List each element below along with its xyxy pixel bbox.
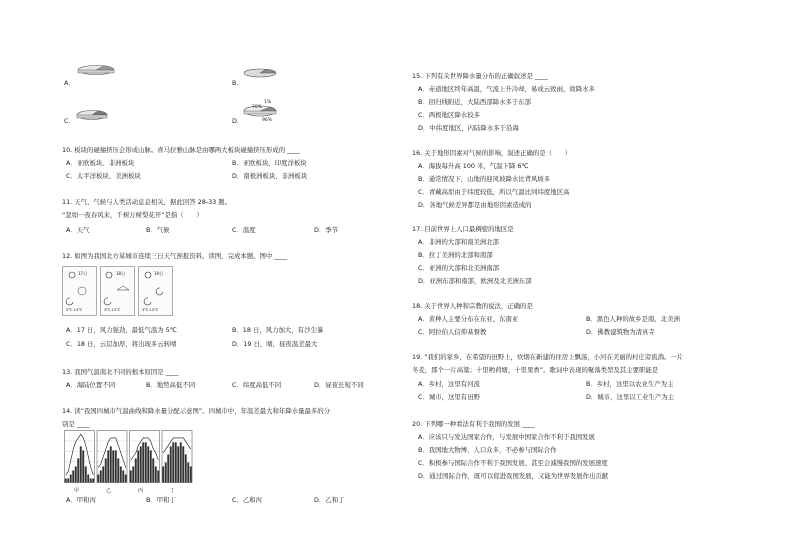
climograph-precip-bar bbox=[102, 466, 104, 482]
climograph-precip-bar bbox=[150, 450, 152, 482]
climograph-precip-bar bbox=[185, 454, 187, 482]
q11-option-c[interactable]: C．温度 bbox=[232, 226, 256, 234]
q10-option-b[interactable]: B．亚欧板块、印度洋板块 bbox=[232, 159, 307, 167]
climograph-precip-bar bbox=[152, 458, 154, 482]
climograph-precip-bar bbox=[77, 458, 79, 482]
q16-option-b[interactable]: B．通常情况下，山地的迎风坡降水比背风坡多 bbox=[418, 175, 551, 183]
climograph-precip-bar bbox=[117, 458, 119, 482]
q16-option-c[interactable]: C．青藏高原由于纬度较低，所以气温比同纬度地区高 bbox=[418, 188, 570, 196]
q10-stem: 10. 板块的碰撞挤压会形成山脉。喜马拉雅山脉是由哪两大板块碰撞挤压形成的 ____ bbox=[62, 146, 300, 154]
climograph-precip-bar bbox=[107, 450, 109, 482]
q19-option-b[interactable]: B．乡村，这里以农业生产为主 bbox=[586, 380, 674, 388]
climograph-precip-bar bbox=[182, 446, 184, 482]
climograph-precip-bar bbox=[155, 466, 157, 482]
climograph-precip-bar bbox=[85, 466, 87, 482]
climograph-precip-bar bbox=[157, 470, 159, 482]
q9-option-c[interactable]: C． bbox=[64, 117, 75, 125]
q15-option-b[interactable]: B．回归线附近，大陆西部降水多于东部 bbox=[418, 98, 532, 106]
q20-stem: 20. 下列哪一种看法有利于我国的发展 ____ bbox=[412, 420, 535, 428]
q10-option-c[interactable]: C．太平洋板块、美洲板块 bbox=[66, 172, 141, 180]
q11-stem: 11. 天气、气候与人类活动息息相关，据此回答 28-33 题。 bbox=[62, 198, 232, 206]
climograph-precip-bar bbox=[142, 442, 144, 482]
climograph-precip-bar bbox=[82, 450, 84, 482]
q13-option-d[interactable]: D．昼夜长短不同 bbox=[314, 381, 364, 389]
q20-option-c[interactable]: C．积极参与国际合作不利于我国发展，甚至会减慢我国的发展速度 bbox=[418, 459, 608, 467]
q13-stem: 13. 我国气温南北不同的根本原因是 ____ bbox=[62, 368, 179, 376]
q10-option-d[interactable]: D．南极洲板块、非洲板块 bbox=[232, 172, 308, 180]
climograph-precip-bar bbox=[187, 462, 189, 482]
q17-option-a[interactable]: A．非洲的大部和南美洲北部 bbox=[418, 238, 500, 246]
q18-stem: 18. 关于世界人种和宗教的说法，正确的是 bbox=[412, 302, 533, 310]
q9-figure-d-label1: 1% bbox=[264, 100, 272, 105]
q18-option-a[interactable]: A．黄种人主要分布在东亚、东南亚 bbox=[418, 315, 519, 323]
weather-card-18-temp: 3℃-15℃ bbox=[104, 308, 121, 312]
climograph-precip-bar bbox=[120, 466, 122, 482]
climograph-precip-bar bbox=[92, 478, 94, 482]
q12-option-d[interactable]: D．19 日，晴，昼夜温差最大 bbox=[232, 340, 318, 348]
q14-stem: 14. 读“我国四城市气温曲线和降水量分配示意图”。四城市中，年温差最大和年降水量最多的分 bbox=[62, 407, 331, 415]
q11-option-d[interactable]: D．季节 bbox=[314, 226, 339, 234]
q18-option-d[interactable]: D．佛教建筑物为清真寺 bbox=[586, 328, 655, 336]
climograph-precip-bar bbox=[137, 450, 139, 482]
q15-option-a[interactable]: A．赤道地区终年高温，气流上升冷却，易成云致雨，故降水多 bbox=[418, 85, 595, 93]
climograph-precip-bar bbox=[145, 442, 147, 482]
q13-option-b[interactable]: B．地势高低不同 bbox=[146, 381, 196, 389]
q15-stem: 15. 下列有关世界降水量分布的正确叙述是 ____ bbox=[412, 72, 548, 80]
climograph-precip-bar bbox=[190, 466, 192, 482]
q13-option-a[interactable]: A．海陆位置不同 bbox=[66, 381, 116, 389]
climograph-precip-bar bbox=[72, 470, 74, 482]
climograph-precip-bar bbox=[122, 470, 124, 482]
climograph-precip-bar bbox=[67, 478, 69, 482]
q18-option-b[interactable]: B．黑色人种的故乡是南、北美洲 bbox=[586, 315, 680, 323]
q19-option-c[interactable]: C．城市，这里有田野 bbox=[418, 393, 480, 401]
q9-figure-b bbox=[240, 66, 280, 80]
q9-figure-d-label2: 70% bbox=[252, 105, 263, 110]
climograph-precip-bar bbox=[65, 478, 67, 482]
climograph-precip-bar bbox=[135, 458, 137, 482]
q9-option-b[interactable]: B． bbox=[232, 79, 243, 87]
climograph-precip-bar bbox=[110, 446, 112, 482]
q16-stem: 16. 关于地形因素对气候的影响，叙述正确的是（ ） bbox=[412, 149, 572, 157]
climograph-precip-bar bbox=[97, 474, 99, 482]
q12-option-c[interactable]: C．18 日，云层加厚，将出现多云转晴 bbox=[66, 340, 177, 348]
q11-option-a[interactable]: A．天气 bbox=[66, 226, 90, 234]
q11-option-b[interactable]: B．气候 bbox=[146, 226, 170, 234]
climograph-precip-bar bbox=[180, 442, 182, 482]
q18-option-c[interactable]: C．阿拉伯人信仰基督教 bbox=[418, 328, 487, 336]
q10-option-a[interactable]: A．亚欧板块、非洲板块 bbox=[66, 159, 135, 167]
q11-sub: “忽如一夜春风来，千树万树梨花开”是指（ ） bbox=[62, 211, 203, 219]
q9-option-a[interactable]: A． bbox=[64, 79, 75, 87]
climograph-precip-bar bbox=[172, 442, 174, 482]
climograph-precip-bar bbox=[87, 474, 89, 482]
q9-figure-a bbox=[74, 62, 120, 78]
climograph-precip-bar bbox=[75, 466, 77, 482]
climograph-precip-bar bbox=[177, 446, 179, 482]
q14-climate-charts bbox=[64, 430, 194, 490]
climograph-panel-4 bbox=[162, 431, 192, 483]
climograph-precip-bar bbox=[132, 466, 134, 482]
climograph-panel-1 bbox=[65, 431, 95, 483]
climograph-precip-bar bbox=[100, 470, 102, 482]
climograph-precip-bar bbox=[147, 446, 149, 482]
q14-label-jia: 甲 bbox=[74, 488, 80, 494]
q15-option-c[interactable]: C．两极地区降水较多 bbox=[418, 111, 480, 119]
climograph-precip-bar bbox=[105, 458, 107, 482]
climograph-precip-bar bbox=[170, 446, 172, 482]
q20-option-b[interactable]: B．我国地大物博、人口众多，不必参与国际合作 bbox=[418, 446, 557, 454]
climograph-precip-bar bbox=[167, 454, 169, 482]
q16-option-a[interactable]: A．海拔每升高 100 米，气温下降 6℃ bbox=[418, 162, 529, 170]
q9-figure-d-label3: 96% bbox=[262, 118, 273, 123]
q17-stem: 17. 目前世界上人口最稠密的地区是 bbox=[412, 225, 514, 233]
climograph-panel-2 bbox=[97, 431, 127, 483]
q15-option-d[interactable]: D．中纬度地区，内陆降水多于沿海 bbox=[418, 124, 519, 132]
climograph-precip-bar bbox=[175, 442, 177, 482]
q13-option-c[interactable]: C．纬度高低不同 bbox=[232, 381, 282, 389]
q20-option-d[interactable]: D．通过国际合作，既可以促进我国发展，又能为世界发展作出贡献 bbox=[418, 472, 609, 480]
q19-option-d[interactable]: D．城市，这里以工业生产为主 bbox=[586, 393, 674, 401]
q12-weather-cards bbox=[62, 266, 174, 316]
climograph-precip-bar bbox=[80, 446, 82, 482]
climograph-precip-bar bbox=[125, 474, 127, 482]
q17-option-d[interactable]: D．亚洲东部和南部，欧洲及北美洲东部 bbox=[418, 277, 532, 285]
climograph-panel-3 bbox=[130, 431, 160, 483]
climograph-precip-bar bbox=[115, 450, 117, 482]
q14-stem2: 别是 ____ bbox=[62, 420, 90, 428]
q17-option-b[interactable]: B．拉丁美洲的北部和南部 bbox=[418, 251, 493, 259]
weather-card-17-day: 17日 bbox=[78, 271, 88, 276]
q14-option-b[interactable]: B．甲和丁 bbox=[146, 496, 176, 504]
q14-label-yi: 乙 bbox=[106, 488, 112, 494]
q14-label-ding: 丁 bbox=[170, 488, 176, 494]
q16-option-d[interactable]: D．各地气候差异都是由地形因素造成的 bbox=[418, 201, 532, 209]
q9-figure-c bbox=[74, 106, 114, 124]
q20-option-a[interactable]: A．应该只与发达国家合作，与发展中国家合作不利于我国发展 bbox=[418, 433, 595, 441]
q14-option-a[interactable]: A．甲和丙 bbox=[66, 496, 96, 504]
climograph-precip-bar bbox=[112, 450, 114, 482]
weather-card-19-day: 19日 bbox=[154, 271, 164, 276]
q14-label-bing: 丙 bbox=[138, 488, 144, 494]
weather-card-18-day: 18日 bbox=[116, 271, 126, 276]
q17-option-c[interactable]: C．亚洲的大部和北美洲南部 bbox=[418, 264, 500, 272]
climograph-frame bbox=[65, 431, 95, 483]
q12-option-b[interactable]: B．18 日，风力加大，有沙尘暴 bbox=[232, 326, 324, 334]
weather-card-17-temp: 5℃-13℃ bbox=[66, 308, 83, 312]
q19-option-a[interactable]: A．乡村，这里有河流 bbox=[418, 380, 480, 388]
q19-stem2: 冬麦，那个一片高粱；十里哟荷塘，十里果香”。歌词中表现的聚落类型及其主要职能是 bbox=[412, 366, 659, 374]
q12-stem: 12. 如图为我国北方某城市连续三日天气预报资料。读图，完成本题。图中 ____ bbox=[62, 252, 288, 260]
q19-stem: 19. “我们的家乡，在希望的田野上，炊烟在新建的住房上飘荡，小河在美丽的村庄旁流淌。一片 bbox=[412, 353, 684, 361]
climograph-precip-bar bbox=[90, 478, 92, 482]
q14-option-d[interactable]: D．乙和丁 bbox=[314, 496, 345, 504]
climograph-precip-bar bbox=[140, 446, 142, 482]
climograph-precip-bar bbox=[130, 470, 132, 482]
weather-card-19-temp: 3℃-15℃ bbox=[142, 308, 159, 312]
climograph-precip-bar bbox=[165, 462, 167, 482]
q9-option-d[interactable]: D． bbox=[232, 117, 244, 125]
q12-option-a[interactable]: A．17 日，风力强劲，最低气温为 5℃ bbox=[66, 326, 177, 334]
climograph-precip-bar bbox=[70, 474, 72, 482]
climograph-precip-bar bbox=[162, 466, 164, 482]
q14-option-c[interactable]: C．乙和丙 bbox=[232, 496, 263, 504]
